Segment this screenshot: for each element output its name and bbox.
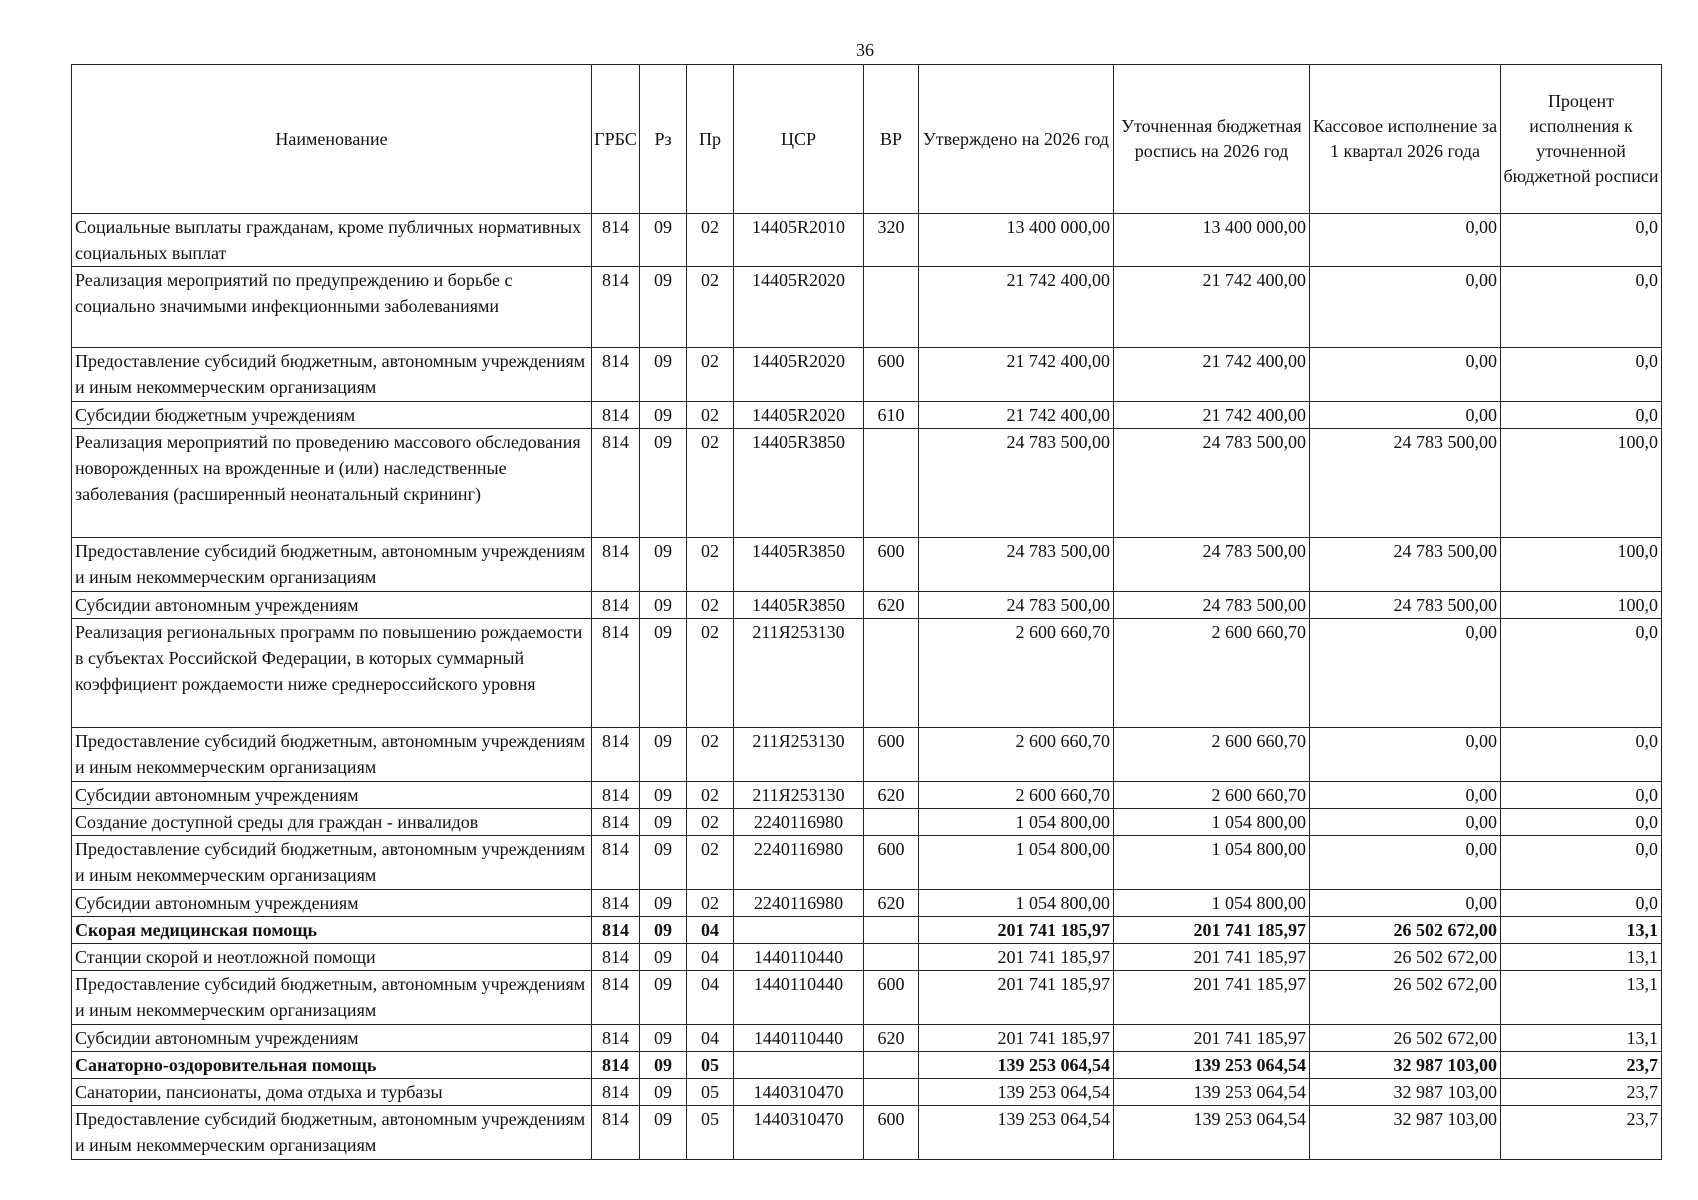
cell-rz: 09 [640, 402, 687, 429]
cell-grbs: 814 [592, 619, 640, 728]
cell-approved: 1 054 800,00 [919, 836, 1114, 890]
cell-refined: 201 741 185,97 [1114, 1025, 1310, 1052]
cell-vr: 620 [864, 782, 919, 809]
cell-refined: 13 400 000,00 [1114, 214, 1310, 267]
cell-name: Предоставление субсидий бюджетным, автономным учреждениям и иным некоммерческим организациям [72, 836, 592, 890]
table-row [72, 890, 1662, 917]
cell-name: Предоставление субсидий бюджетным, автономным учреждениям и иным некоммерческим организациям [72, 971, 592, 1025]
col-header-pr: Пр [687, 65, 734, 214]
cell-vr: 600 [864, 836, 919, 890]
table-row [72, 619, 1662, 728]
cell-percent: 23,7 [1501, 1079, 1662, 1106]
cell-refined: 21 742 400,00 [1114, 348, 1310, 402]
cell-cash: 0,00 [1310, 267, 1501, 348]
cell-pr: 02 [687, 890, 734, 917]
cell-name: Предоставление субсидий бюджетным, автономным учреждениям и иным некоммерческим организациям [72, 538, 592, 592]
cell-approved: 201 741 185,97 [919, 944, 1114, 971]
cell-rz: 09 [640, 592, 687, 619]
table-row [72, 402, 1662, 429]
table-row [72, 1025, 1662, 1052]
cell-vr: 600 [864, 1106, 919, 1160]
cell-approved: 139 253 064,54 [919, 1052, 1114, 1079]
cell-grbs: 814 [592, 836, 640, 890]
cell-csr: 14405R3850 [734, 429, 864, 538]
cell-pr: 04 [687, 944, 734, 971]
cell-pr: 02 [687, 538, 734, 592]
cell-cash: 26 502 672,00 [1310, 917, 1501, 944]
cell-percent: 0,0 [1501, 728, 1662, 782]
cell-grbs: 814 [592, 1079, 640, 1106]
cell-csr: 2240116980 [734, 890, 864, 917]
cell-percent: 0,0 [1501, 402, 1662, 429]
col-header-approved: Утверждено на 2026 год [919, 65, 1114, 214]
cell-csr: 14405R2020 [734, 402, 864, 429]
cell-name: Санаторно-оздоровительная помощь [72, 1052, 592, 1079]
cell-rz: 09 [640, 267, 687, 348]
cell-rz: 09 [640, 782, 687, 809]
col-header-refined: Уточненная бюджетная роспись на 2026 год [1114, 65, 1310, 214]
cell-vr: 620 [864, 890, 919, 917]
cell-refined: 24 783 500,00 [1114, 592, 1310, 619]
cell-approved: 21 742 400,00 [919, 267, 1114, 348]
cell-approved: 24 783 500,00 [919, 592, 1114, 619]
cell-name: Реализация региональных программ по повышению рождаемости в субъектах Российской Федерации, в которых суммарный коэффициент рождаемости ниже среднероссийского уровня [72, 619, 592, 728]
cell-cash: 0,00 [1310, 728, 1501, 782]
cell-vr [864, 267, 919, 348]
cell-pr: 02 [687, 619, 734, 728]
cell-refined: 1 054 800,00 [1114, 890, 1310, 917]
table-row [72, 1106, 1662, 1160]
cell-refined: 139 253 064,54 [1114, 1079, 1310, 1106]
cell-rz: 09 [640, 917, 687, 944]
col-header-percent: Процент исполнения к уточненной бюджетной росписи [1501, 65, 1662, 214]
cell-refined: 21 742 400,00 [1114, 402, 1310, 429]
page-number: 36 [856, 40, 874, 60]
cell-vr: 600 [864, 538, 919, 592]
cell-rz: 09 [640, 944, 687, 971]
cell-approved: 139 253 064,54 [919, 1079, 1114, 1106]
cell-csr: 14405R2010 [734, 214, 864, 267]
cell-approved: 2 600 660,70 [919, 782, 1114, 809]
cell-approved: 139 253 064,54 [919, 1106, 1114, 1160]
cell-rz: 09 [640, 538, 687, 592]
cell-vr [864, 1079, 919, 1106]
cell-percent: 100,0 [1501, 592, 1662, 619]
cell-percent: 0,0 [1501, 214, 1662, 267]
cell-grbs: 814 [592, 917, 640, 944]
cell-pr: 02 [687, 728, 734, 782]
cell-pr: 02 [687, 267, 734, 348]
cell-csr: 1440310470 [734, 1079, 864, 1106]
cell-percent: 0,0 [1501, 348, 1662, 402]
cell-approved: 1 054 800,00 [919, 809, 1114, 836]
cell-rz: 09 [640, 429, 687, 538]
cell-approved: 201 741 185,97 [919, 917, 1114, 944]
cell-cash: 32 987 103,00 [1310, 1079, 1501, 1106]
cell-grbs: 814 [592, 429, 640, 538]
cell-name: Субсидии автономным учреждениям [72, 782, 592, 809]
table-row [72, 836, 1662, 890]
cell-percent: 23,7 [1501, 1106, 1662, 1160]
cell-vr: 600 [864, 348, 919, 402]
cell-percent: 100,0 [1501, 429, 1662, 538]
cell-cash: 26 502 672,00 [1310, 944, 1501, 971]
cell-csr: 1440310470 [734, 1106, 864, 1160]
cell-csr: 211Я253130 [734, 728, 864, 782]
cell-name: Реализация мероприятий по предупреждению и борьбе с социально значимыми инфекционными заболеваниями [72, 267, 592, 348]
cell-refined: 139 253 064,54 [1114, 1052, 1310, 1079]
cell-grbs: 814 [592, 890, 640, 917]
cell-pr: 02 [687, 348, 734, 402]
cell-percent: 0,0 [1501, 836, 1662, 890]
cell-csr: 14405R3850 [734, 538, 864, 592]
cell-pr: 04 [687, 917, 734, 944]
cell-cash: 26 502 672,00 [1310, 971, 1501, 1025]
cell-rz: 09 [640, 214, 687, 267]
cell-name: Субсидии автономным учреждениям [72, 1025, 592, 1052]
budget-table [71, 64, 1662, 1160]
cell-refined: 139 253 064,54 [1114, 1106, 1310, 1160]
cell-refined: 21 742 400,00 [1114, 267, 1310, 348]
cell-rz: 09 [640, 971, 687, 1025]
cell-csr [734, 917, 864, 944]
cell-name: Социальные выплаты гражданам, кроме публичных нормативных социальных выплат [72, 214, 592, 267]
cell-pr: 05 [687, 1052, 734, 1079]
cell-vr: 620 [864, 1025, 919, 1052]
col-header-cash: Кассовое исполнение за 1 квартал 2026 года [1310, 65, 1501, 214]
cell-percent: 13,1 [1501, 917, 1662, 944]
cell-rz: 09 [640, 1025, 687, 1052]
cell-vr [864, 944, 919, 971]
cell-csr: 211Я253130 [734, 782, 864, 809]
table-row [72, 971, 1662, 1025]
cell-percent: 100,0 [1501, 538, 1662, 592]
cell-pr: 04 [687, 971, 734, 1025]
cell-approved: 13 400 000,00 [919, 214, 1114, 267]
cell-percent: 13,1 [1501, 971, 1662, 1025]
table-row [72, 917, 1662, 944]
cell-cash: 24 783 500,00 [1310, 538, 1501, 592]
cell-grbs: 814 [592, 402, 640, 429]
cell-name: Предоставление субсидий бюджетным, автономным учреждениям и иным некоммерческим организациям [72, 1106, 592, 1160]
cell-grbs: 814 [592, 971, 640, 1025]
cell-name: Станции скорой и неотложной помощи [72, 944, 592, 971]
cell-refined: 1 054 800,00 [1114, 809, 1310, 836]
cell-grbs: 814 [592, 1106, 640, 1160]
cell-name: Предоставление субсидий бюджетным, автономным учреждениям и иным некоммерческим организациям [72, 728, 592, 782]
cell-percent: 23,7 [1501, 1052, 1662, 1079]
cell-grbs: 814 [592, 944, 640, 971]
col-header-grbs: ГРБС [592, 65, 640, 214]
cell-approved: 24 783 500,00 [919, 429, 1114, 538]
cell-pr: 02 [687, 429, 734, 538]
table-row [72, 267, 1662, 348]
table-row [72, 592, 1662, 619]
cell-vr: 620 [864, 592, 919, 619]
cell-cash: 0,00 [1310, 836, 1501, 890]
cell-percent: 0,0 [1501, 809, 1662, 836]
cell-cash: 0,00 [1310, 348, 1501, 402]
cell-csr: 211Я253130 [734, 619, 864, 728]
cell-pr: 05 [687, 1079, 734, 1106]
cell-vr [864, 429, 919, 538]
cell-rz: 09 [640, 728, 687, 782]
cell-cash: 0,00 [1310, 890, 1501, 917]
cell-grbs: 814 [592, 214, 640, 267]
cell-refined: 24 783 500,00 [1114, 538, 1310, 592]
cell-rz: 09 [640, 890, 687, 917]
cell-grbs: 814 [592, 1052, 640, 1079]
cell-refined: 2 600 660,70 [1114, 782, 1310, 809]
cell-pr: 02 [687, 592, 734, 619]
cell-name: Создание доступной среды для граждан - инвалидов [72, 809, 592, 836]
cell-cash: 24 783 500,00 [1310, 429, 1501, 538]
cell-grbs: 814 [592, 592, 640, 619]
cell-pr: 02 [687, 782, 734, 809]
table-row [72, 782, 1662, 809]
cell-rz: 09 [640, 348, 687, 402]
table-row [72, 1052, 1662, 1079]
cell-name: Субсидии автономным учреждениям [72, 592, 592, 619]
cell-cash: 32 987 103,00 [1310, 1106, 1501, 1160]
cell-vr [864, 619, 919, 728]
table-row [72, 429, 1662, 538]
cell-cash: 26 502 672,00 [1310, 1025, 1501, 1052]
cell-vr [864, 1052, 919, 1079]
cell-vr: 600 [864, 971, 919, 1025]
cell-csr: 1440110440 [734, 944, 864, 971]
cell-approved: 201 741 185,97 [919, 971, 1114, 1025]
cell-name: Реализация мероприятий по проведению массового обследования новорожденных на врожденные и (или) наследственные заболевания (расширенный неонатальный скрининг) [72, 429, 592, 538]
cell-approved: 1 054 800,00 [919, 890, 1114, 917]
cell-refined: 201 741 185,97 [1114, 917, 1310, 944]
table-row [72, 809, 1662, 836]
cell-vr: 320 [864, 214, 919, 267]
cell-pr: 02 [687, 214, 734, 267]
cell-grbs: 814 [592, 538, 640, 592]
table-row [72, 1079, 1662, 1106]
cell-refined: 201 741 185,97 [1114, 944, 1310, 971]
cell-refined: 1 054 800,00 [1114, 836, 1310, 890]
cell-vr: 600 [864, 728, 919, 782]
cell-pr: 02 [687, 402, 734, 429]
cell-pr: 04 [687, 1025, 734, 1052]
cell-approved: 201 741 185,97 [919, 1025, 1114, 1052]
table-row [72, 728, 1662, 782]
cell-name: Субсидии бюджетным учреждениям [72, 402, 592, 429]
col-header-rz: Рз [640, 65, 687, 214]
cell-rz: 09 [640, 1079, 687, 1106]
cell-vr [864, 809, 919, 836]
cell-cash: 0,00 [1310, 214, 1501, 267]
cell-rz: 09 [640, 809, 687, 836]
cell-pr: 02 [687, 809, 734, 836]
cell-approved: 2 600 660,70 [919, 619, 1114, 728]
cell-name: Субсидии автономным учреждениям [72, 890, 592, 917]
cell-csr: 14405R3850 [734, 592, 864, 619]
table-row [72, 944, 1662, 971]
cell-csr: 1440110440 [734, 1025, 864, 1052]
cell-csr: 2240116980 [734, 836, 864, 890]
cell-cash: 32 987 103,00 [1310, 1052, 1501, 1079]
cell-rz: 09 [640, 1052, 687, 1079]
cell-refined: 2 600 660,70 [1114, 619, 1310, 728]
cell-name: Предоставление субсидий бюджетным, автономным учреждениям и иным некоммерческим организациям [72, 348, 592, 402]
cell-vr [864, 917, 919, 944]
cell-pr: 05 [687, 1106, 734, 1160]
cell-grbs: 814 [592, 348, 640, 402]
col-header-name: Наименование [72, 65, 592, 214]
cell-csr: 14405R2020 [734, 348, 864, 402]
cell-approved: 21 742 400,00 [919, 348, 1114, 402]
table-row [72, 348, 1662, 402]
cell-name: Санатории, пансионаты, дома отдыха и турбазы [72, 1079, 592, 1106]
cell-percent: 0,0 [1501, 782, 1662, 809]
cell-approved: 21 742 400,00 [919, 402, 1114, 429]
cell-cash: 0,00 [1310, 402, 1501, 429]
cell-percent: 0,0 [1501, 890, 1662, 917]
cell-cash: 24 783 500,00 [1310, 592, 1501, 619]
cell-grbs: 814 [592, 809, 640, 836]
cell-grbs: 814 [592, 1025, 640, 1052]
cell-refined: 2 600 660,70 [1114, 728, 1310, 782]
cell-rz: 09 [640, 1106, 687, 1160]
table-body [72, 214, 1662, 1160]
cell-grbs: 814 [592, 267, 640, 348]
cell-percent: 0,0 [1501, 267, 1662, 348]
cell-pr: 02 [687, 836, 734, 890]
cell-approved: 24 783 500,00 [919, 538, 1114, 592]
cell-percent: 13,1 [1501, 1025, 1662, 1052]
table-row [72, 538, 1662, 592]
cell-cash: 0,00 [1310, 809, 1501, 836]
cell-grbs: 814 [592, 782, 640, 809]
cell-csr: 2240116980 [734, 809, 864, 836]
cell-grbs: 814 [592, 728, 640, 782]
cell-percent: 13,1 [1501, 944, 1662, 971]
cell-vr: 610 [864, 402, 919, 429]
cell-cash: 0,00 [1310, 619, 1501, 728]
cell-refined: 201 741 185,97 [1114, 971, 1310, 1025]
cell-refined: 24 783 500,00 [1114, 429, 1310, 538]
cell-percent: 0,0 [1501, 619, 1662, 728]
cell-cash: 0,00 [1310, 782, 1501, 809]
cell-csr: 14405R2020 [734, 267, 864, 348]
cell-csr: 1440110440 [734, 971, 864, 1025]
cell-name: Скорая медицинская помощь [72, 917, 592, 944]
cell-rz: 09 [640, 619, 687, 728]
cell-approved: 2 600 660,70 [919, 728, 1114, 782]
cell-rz: 09 [640, 836, 687, 890]
table-row [72, 214, 1662, 267]
col-header-csr: ЦСР [734, 65, 864, 214]
col-header-vr: ВР [864, 65, 919, 214]
table-header-row [72, 65, 1662, 214]
cell-csr [734, 1052, 864, 1079]
